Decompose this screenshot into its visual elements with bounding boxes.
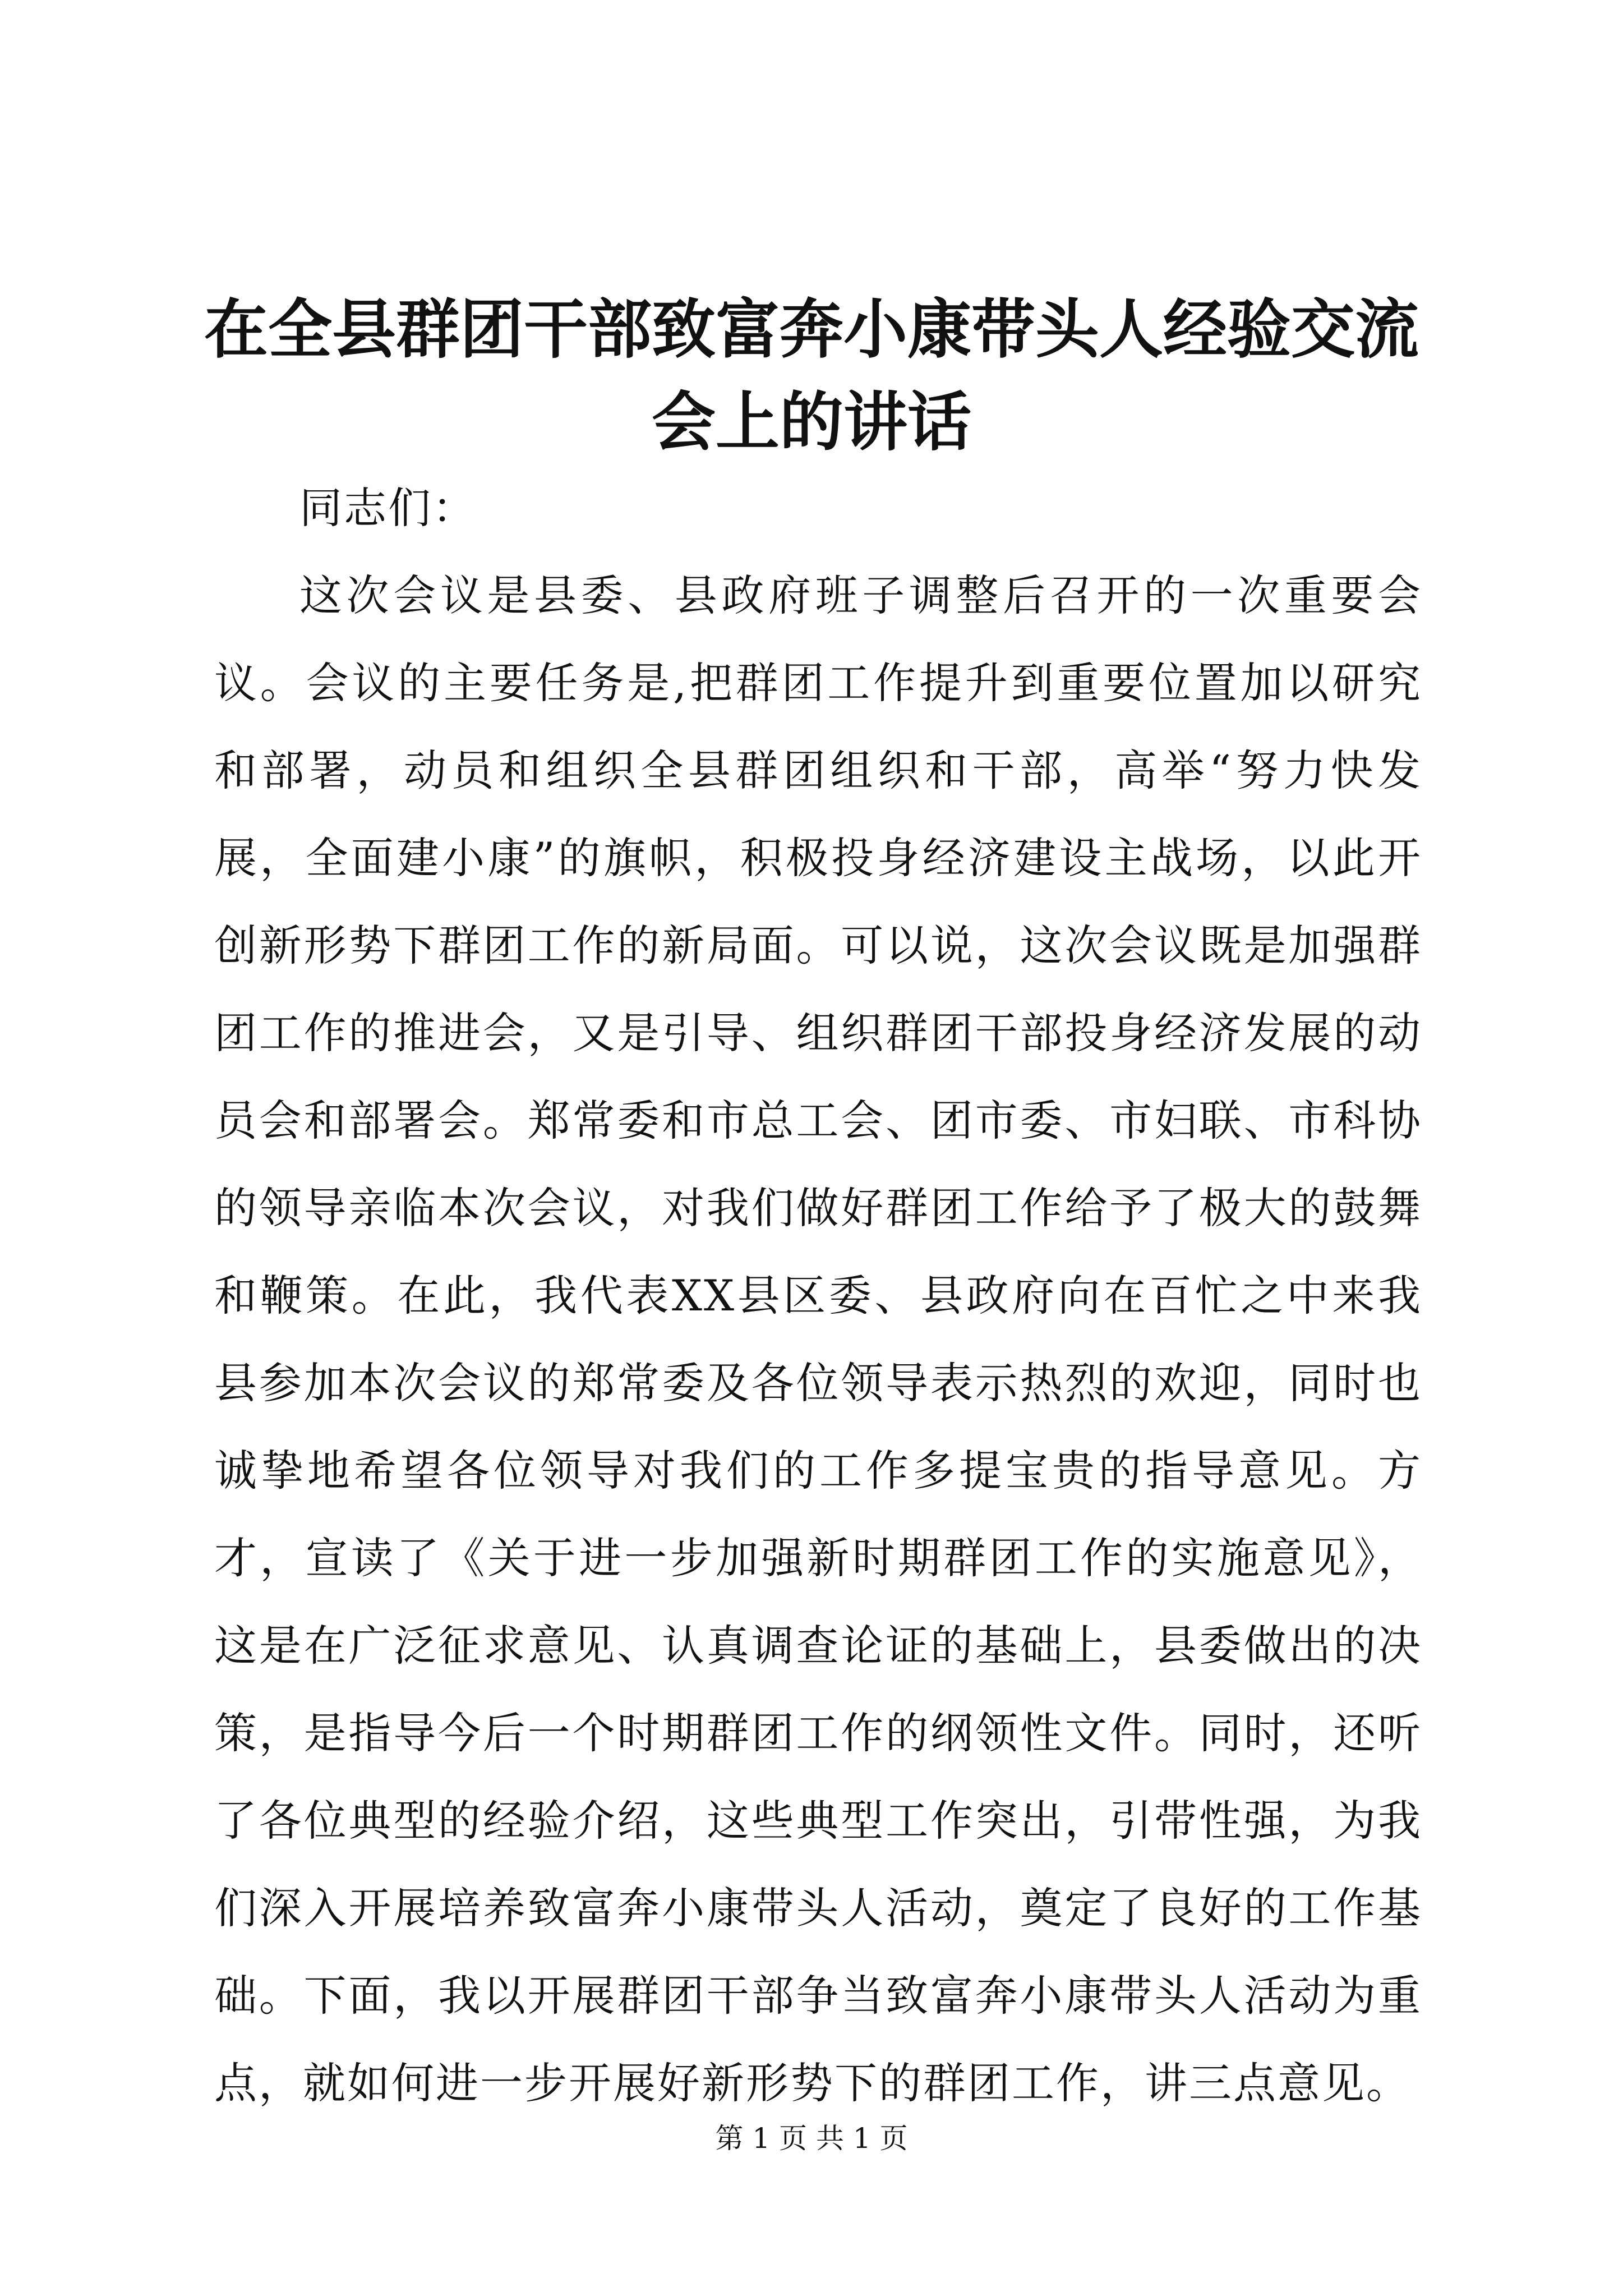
body-paragraph: 这次会议是县委、县政府班子调整后召开的一次重要会议。会议的主要任务是,把群团工作提升到重要位置加以研究和部署，动员和组织全县群团组织和干部，高举“努力快发展，全面建小康”的旗帜，积极投身经济建设主战场，以此开创新形势下群团工作的新局面。可以说，这次会议既是加强群团工作的推进会，又是引导、组织群团干部投身经济发展的动员会和部署会。郑常委和市总工会、团市委、市妇联、市科协的领导亲临本次会议，对我们做好群团工作给予了极大的鼓舞和鞭策。在此，我代表XX县区委、县政府向在百忙之中来我县参加本次会议的郑常委及各位领导表示热烈的欢迎，同时也诚挚地希望各位领导对我们的工作多提宝贵的指导意见。方才，宣读了《关于进一步加强新时期群团工作的实施意见》，这是在广泛征求意见、认真调查论证的基础上，县委做出的决策，是指导今后一个时期群团工作的纲领性文件。同时，还听了各位典型的经验介绍，这些典型工作突出，引带性强，为我们深入开展培养致富奔小康带头人活动，奠定了良好的工作基础。下面，我以开展群团干部争当致富奔小康带头人活动为重点，就如何进一步开展好新形势下的群团工作，讲三点意见。	[214, 570, 1422, 2108]
document-title: 在全县群团干部致富奔小康带头人经验交流会上的讲话	[204, 292, 1419, 459]
document-body	[214, 464, 1422, 2127]
salutation: 同志们：	[299, 483, 477, 533]
page-footer: 第 1 页 共 1 页	[715, 2122, 908, 2155]
